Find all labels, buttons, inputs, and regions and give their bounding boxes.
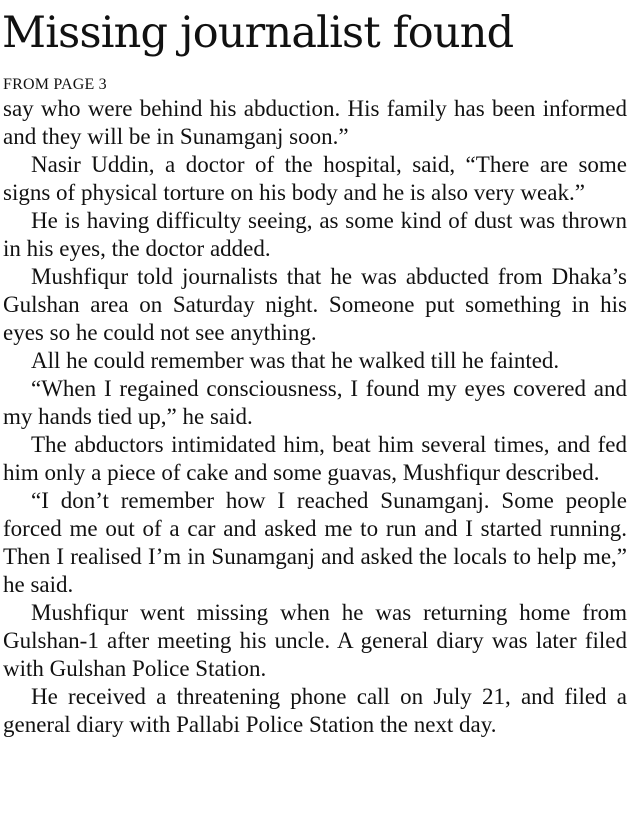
article-paragraph: say who were behind his abduction. His family has been informed and they will be in Sunamganj soon.” <box>3 96 627 149</box>
article-paragraph: He received a threatening phone call on July 21, and filed a general diary with Pallabi Police Station the next day. <box>3 684 627 737</box>
continued-from-label: FROM PAGE 3 <box>3 76 107 93</box>
article-body <box>3 95 627 739</box>
article-paragraph: Mushfiqur went missing when he was returning home from Gulshan-1 after meeting his uncle. A general diary was later filed with Gulshan Police Station. <box>3 600 627 681</box>
article-paragraph: Nasir Uddin, a doctor of the hospital, said, “There are some signs of physical torture on his body and he is also very weak.” <box>3 152 627 205</box>
article-paragraph: Mushfiqur told journalists that he was abducted from Dhaka’s Gulshan area on Saturday night. Someone put something in his eyes so he could not see anything. <box>3 264 627 345</box>
article-paragraph: “When I regained consciousness, I found my eyes covered and my hands tied up,” he said. <box>3 376 627 429</box>
article-paragraph: “I don’t remember how I reached Sunamganj. Some people forced me out of a car and asked me to run and I started running. Then I realised I’m in Sunamganj and asked the locals to help me,” he said. <box>3 488 627 597</box>
article-paragraph: He is having difficulty seeing, as some kind of dust was thrown in his eyes, the doctor added. <box>3 208 627 261</box>
article-paragraph: All he could remember was that he walked till he fainted. <box>31 348 560 373</box>
article-headline: Missing journalist found <box>2 8 514 58</box>
article-paragraph: The abductors intimidated him, beat him several times, and fed him only a piece of cake and some guavas, Mushfiqur described. <box>3 432 627 485</box>
